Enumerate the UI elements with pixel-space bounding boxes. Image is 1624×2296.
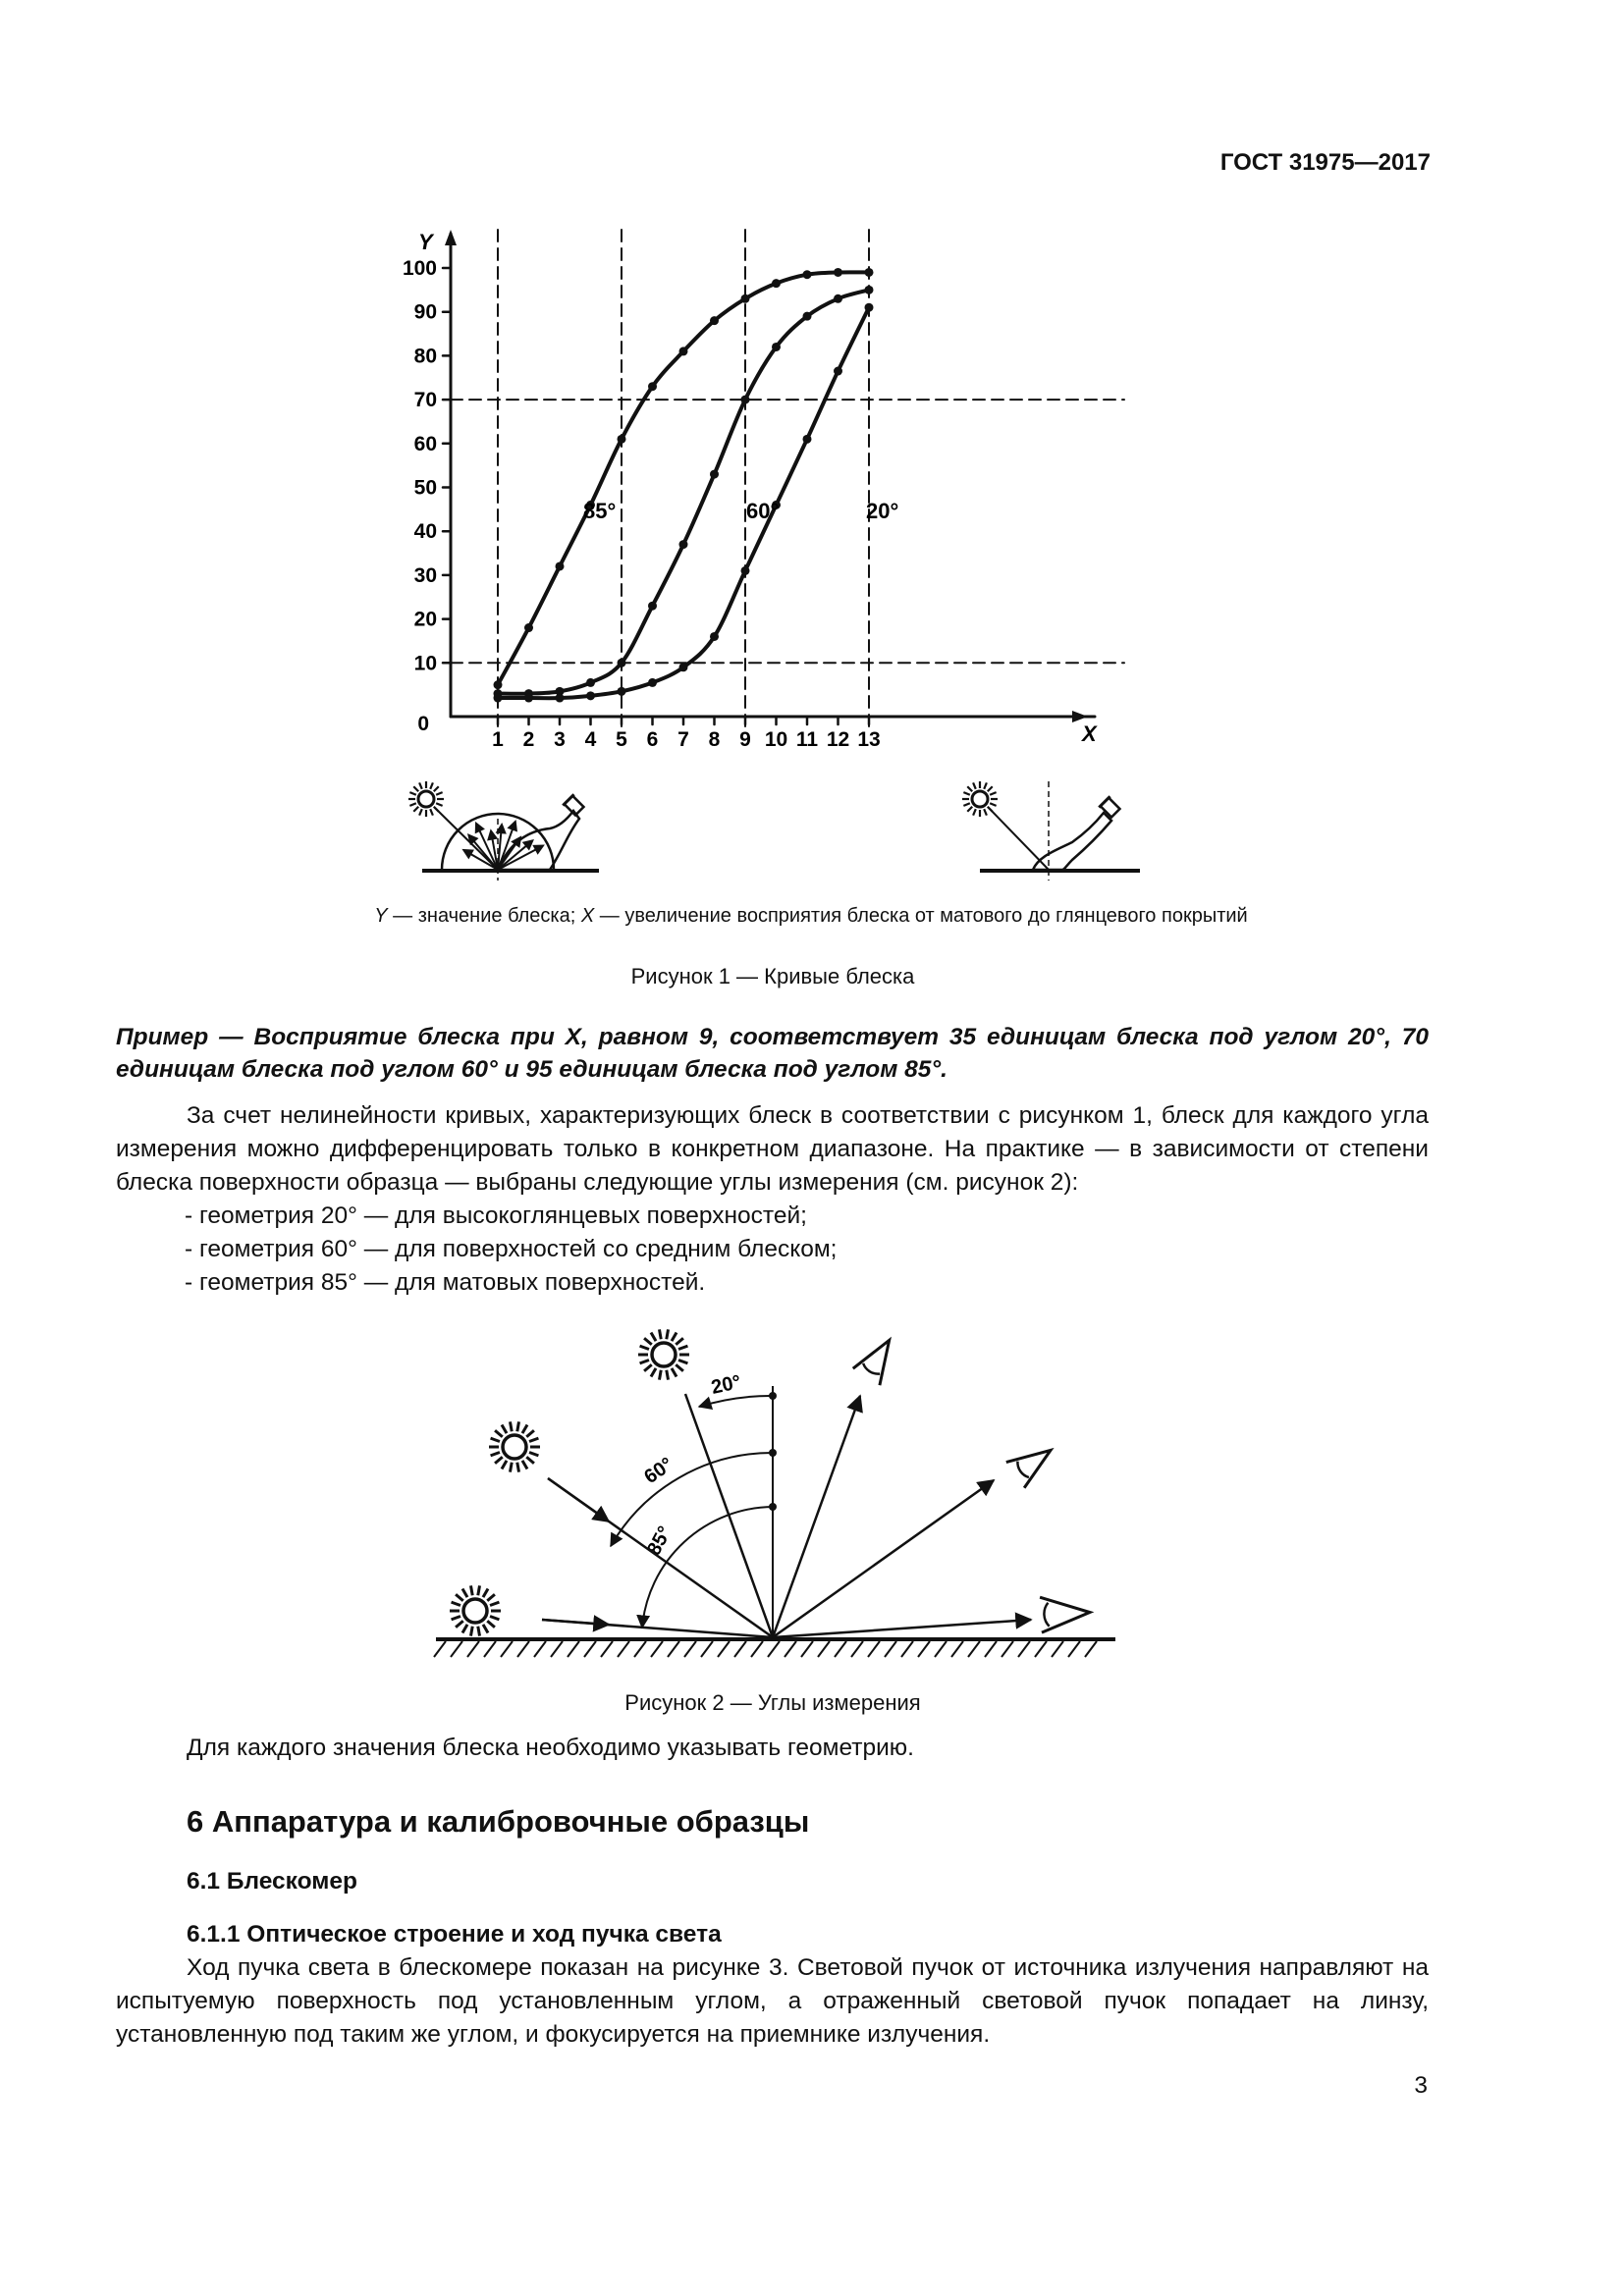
- legend-x-text: — увеличение восприятия блеска от матового до глянцевого покрытий: [594, 905, 1248, 927]
- geometry-list-item: - геометрия 85° — для матовых поверхностей.: [185, 1269, 706, 1296]
- x-tick-label: 11: [795, 728, 819, 751]
- y-tick-label: 60: [413, 432, 437, 455]
- data-point: [834, 367, 842, 376]
- data-point: [834, 294, 842, 303]
- data-point: [834, 268, 842, 277]
- data-point: [865, 268, 874, 277]
- data-point: [710, 632, 719, 641]
- example-note: Пример — Восприятие блеска при X, равном 9, соответствует 35 единицам блеска под углом 20°, 70 единицам блеска под углом 60° и 95 единицам блеска под углом 85°.: [116, 1024, 1429, 1083]
- data-point: [803, 435, 812, 444]
- x-tick-label: 9: [739, 728, 751, 751]
- paragraph-geometry-note: Для каждого значения блеска необходимо указывать геометрию.: [187, 1735, 914, 1761]
- x-tick-label: 1: [492, 728, 504, 751]
- y-axis-arrow: [445, 230, 457, 245]
- y-tick-label: 30: [413, 563, 437, 587]
- x-tick-label: 2: [522, 728, 535, 751]
- data-point: [586, 691, 595, 700]
- data-point: [710, 316, 719, 325]
- y-tick-label: 100: [402, 257, 437, 280]
- data-point: [556, 561, 565, 570]
- data-point: [618, 687, 626, 696]
- y-tick-label: 0: [417, 713, 429, 735]
- x-tick-label: 4: [584, 728, 597, 751]
- figure1-caption: Рисунок 1 — Кривые блеска: [630, 964, 915, 988]
- legend-x-symbol: X: [580, 905, 595, 927]
- x-tick-label: 3: [554, 728, 566, 751]
- angle-label-20: 20°: [709, 1371, 743, 1399]
- light-source-icon: [638, 1329, 689, 1379]
- data-point: [494, 694, 503, 703]
- x-tick-label: 10: [764, 728, 788, 751]
- y-tick-label: 50: [413, 476, 437, 500]
- paragraph-nonlinearity: За счет нелинейности кривых, характеризующих блеск в соответствии с рисунком 1, блеск для каждого угла измерения можно дифференцировать только в конкретном диапазоне. На практике — в зависимости от степени блеска поверхности образца — выбраны следующие углы измерения (см. рисунок 2):: [116, 1102, 1429, 1196]
- y-tick-label: 20: [413, 608, 437, 631]
- curve-label-85: 85°: [583, 499, 617, 523]
- curve-label-60: 60°: [746, 499, 780, 523]
- x-tick-label: 5: [616, 728, 627, 751]
- data-point: [772, 279, 781, 288]
- data-point: [741, 566, 750, 575]
- x-tick-label: 8: [708, 728, 721, 751]
- eye-sensor-icon: [563, 794, 585, 817]
- figure2-caption: Рисунок 2 — Углы измерения: [624, 1690, 921, 1715]
- document-header: ГОСТ 31975—2017: [1219, 149, 1431, 176]
- data-point: [648, 678, 657, 687]
- angle-label-85: 85°: [642, 1522, 677, 1560]
- y-tick-label: 10: [413, 652, 437, 675]
- x-tick-label: 12: [826, 728, 850, 751]
- x-tick-label: 6: [646, 728, 659, 751]
- geometry-list-item: - геометрия 60° — для поверхностей со средним блеском;: [185, 1236, 838, 1262]
- data-point: [618, 659, 626, 667]
- eye-icon: [1006, 1437, 1059, 1487]
- page-number: 3: [1414, 2072, 1428, 2099]
- x-axis-label: X: [1082, 721, 1097, 746]
- series-line-2: [498, 307, 869, 698]
- series-line-0: [498, 272, 869, 684]
- figure1-legend: [291, 905, 1331, 928]
- y-tick-label: 80: [413, 345, 437, 368]
- x-tick-label: 13: [857, 728, 881, 751]
- eye-icon: [1040, 1595, 1091, 1633]
- data-point: [803, 270, 812, 279]
- y-tick-label: 40: [413, 520, 437, 544]
- light-source-icon: [489, 1421, 540, 1471]
- section-6-1-heading: 6.1 Блескомер: [187, 1868, 357, 1895]
- angle-label-60: 60°: [640, 1453, 677, 1489]
- curve-label-20: 20°: [866, 499, 899, 523]
- data-point: [679, 540, 688, 549]
- data-point: [618, 435, 626, 444]
- data-point: [710, 470, 719, 479]
- data-point: [803, 312, 812, 321]
- light-source-icon: [450, 1585, 501, 1635]
- data-point: [679, 347, 688, 355]
- eye-icon: [853, 1332, 902, 1385]
- data-point: [524, 694, 533, 703]
- data-point: [679, 663, 688, 671]
- data-point: [648, 602, 657, 611]
- data-point: [741, 294, 750, 303]
- legend-y-text: — значение блеска;: [387, 905, 581, 927]
- data-point: [494, 680, 503, 689]
- data-point: [524, 623, 533, 632]
- data-point: [772, 343, 781, 351]
- data-point: [865, 303, 874, 312]
- specular-reflection-illustration: [948, 772, 1145, 881]
- y-tick-label: 70: [413, 389, 437, 412]
- section-6-1-1-heading: 6.1.1 Оптическое строение и ход пучка света: [187, 1921, 722, 1948]
- x-tick-label: 7: [677, 728, 689, 751]
- geometry-list-item: - геометрия 20° — для высокоглянцевых поверхностей;: [185, 1202, 807, 1229]
- y-tick-label: 90: [413, 300, 437, 324]
- legend-y-symbol: Y: [374, 905, 388, 927]
- data-point: [741, 396, 750, 404]
- y-axis-label: Y: [418, 230, 433, 254]
- section-6-heading: 6 Аппаратура и калибровочные образцы: [187, 1804, 810, 1839]
- gloss-curves-chart: [383, 224, 1129, 754]
- data-point: [586, 678, 595, 687]
- measurement-angles-diagram: [432, 1315, 1119, 1669]
- data-point: [648, 382, 657, 391]
- diffuse-reflection-illustration: [403, 772, 609, 881]
- data-point: [556, 694, 565, 703]
- paragraph-beam-path: Ход пучка света в блескомере показан на рисунке 3. Световой пучок от источника излучения направляют на испытуемую поверхность под установленным углом, а отраженный световой пучок попадает на линзу, установленную под таким же углом, и фокусируется на приемнике излучения.: [116, 1954, 1429, 2048]
- data-point: [865, 286, 874, 294]
